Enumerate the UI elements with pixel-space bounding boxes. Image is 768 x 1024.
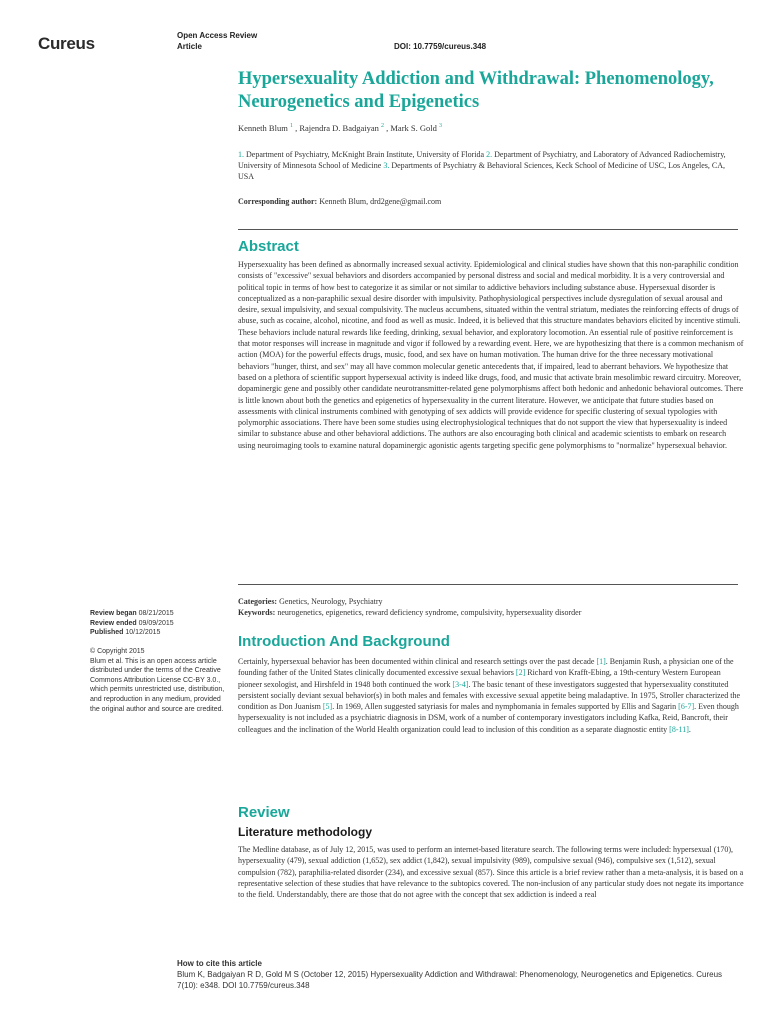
review-heading: Review bbox=[238, 804, 290, 821]
author-affil-number[interactable]: 2 bbox=[381, 123, 384, 130]
affil-text: Department of Psychiatry, and Laboratory of Advanced Radiochemistry, University of Minnesota School of Medicine bbox=[238, 150, 726, 171]
citation-link[interactable]: [2] bbox=[515, 668, 526, 678]
published-label: Published bbox=[90, 629, 124, 637]
author-name[interactable]: Mark S. Gold bbox=[390, 123, 437, 133]
citation-link[interactable]: [3-4] bbox=[452, 679, 469, 689]
categories-value[interactable]: Genetics, Neurology, Psychiatry bbox=[277, 597, 383, 606]
author-name[interactable]: Kenneth Blum bbox=[238, 123, 288, 133]
text-run: . The basic tenant of these investigators suggested that hypersexuality constituted persistent socially deviant sexual behavior(s) in both males and females with excessive sexual appetite being maladaptive. In 1975, Stroller characterized the condition as Don Juanism bbox=[238, 679, 741, 712]
affil-text: Department of Psychiatry, McKnight Brain Institute, University of Florida bbox=[244, 150, 487, 159]
methodology-subheading: Literature methodology bbox=[238, 825, 373, 839]
text-run: Certainly, hypersexual behavior has been documented within clinical and research settings over the past decade bbox=[238, 657, 597, 666]
journal-logo: Cureus bbox=[38, 34, 95, 53]
author-separator: , bbox=[384, 123, 391, 133]
citation-link[interactable]: [6-7] bbox=[678, 702, 695, 712]
review-ended-value: 09/09/2015 bbox=[136, 619, 174, 627]
affil-number: 3. bbox=[383, 161, 390, 171]
intro-text bbox=[238, 656, 744, 735]
categories-label: Categories: bbox=[238, 597, 278, 606]
copyright-line: © Copyright 2015 bbox=[90, 648, 145, 655]
methodology-text: The Medline database, as of July 12, 2015, was used to perform an internet-based literature search. The following terms were included: hypersexual (170), hypersexuality (479), sexual addiction (1,652), sex addict (1,842), sexual impulsivity (989), compulsive sexual (946), compulsive sex (1,512), sexual compulsion (782), paraphilia-related disorder (234), and excessive sexual (857). Since this article is a brief review rather than a meta-analysis, it is based on a representative selection of these studies that have relevance to the subtopics covered. The non-inclusion of any particular study does not negate its importance to the field. Understandably, there are those that do not agree with the concept that sex addiction is indeed a real bbox=[238, 845, 744, 900]
author-affil-number[interactable]: 1 bbox=[289, 123, 293, 130]
article-doi[interactable]: DOI: 10.7759/cureus.348 bbox=[394, 42, 487, 51]
citation-link[interactable]: [8-11] bbox=[669, 724, 689, 734]
citation-text: Blum K, Badgaiyan R D, Gold M S (October 12, 2015) Hypersexuality Addiction and Withdrawal: Phenomenology, Neurogenetics and Epigenetics. Cureus 7(10): e348. DOI 10.7759/cureus.348 bbox=[177, 970, 723, 990]
copyright-block bbox=[90, 647, 225, 714]
published-value: 10/12/2015 bbox=[123, 629, 161, 637]
corresponding-label: Corresponding author: bbox=[238, 197, 318, 206]
affiliations bbox=[238, 149, 738, 183]
license-text: Blum et al. This is an open access article distributed under the terms of the Creative Commons Attribution License CC-BY 3.0., which permits unrestricted use, distribution, and reproduction in any medium, provided the original author and source are credited. bbox=[90, 657, 225, 713]
review-began-label: Review began bbox=[90, 610, 137, 617]
keywords-value: neurogenetics, epigenetics, reward deficiency syndrome, compulsivity, hypersexuality disorder bbox=[275, 608, 582, 617]
divider bbox=[238, 229, 738, 230]
affil-text: Departments of Psychiatry & Behavioral Sciences, Keck School of Medicine of USC, Los Angeles, CA, USA bbox=[238, 161, 726, 182]
affil-number: 1. bbox=[238, 150, 244, 159]
review-ended-label: Review ended bbox=[90, 619, 137, 627]
review-ended bbox=[90, 619, 225, 629]
article-title: Hypersexuality Addiction and Withdrawal: Phenomenology, Neurogenetics and Epigenetics bbox=[238, 69, 714, 112]
citation-link[interactable]: [1] bbox=[596, 657, 606, 666]
author-separator: , bbox=[292, 123, 300, 133]
affil-number: 2. bbox=[486, 150, 493, 159]
intro-heading: Introduction And Background bbox=[238, 633, 450, 650]
review-dates bbox=[90, 609, 225, 638]
author-list bbox=[238, 123, 442, 133]
published-date bbox=[90, 628, 225, 638]
author-affil-number[interactable]: 3 bbox=[439, 123, 443, 130]
citation-footer bbox=[177, 958, 737, 991]
divider bbox=[238, 584, 738, 585]
corresponding-value[interactable]: Kenneth Blum, drd2gene@gmail.com bbox=[317, 197, 442, 206]
corresponding-author bbox=[238, 197, 441, 206]
author-name[interactable]: Rajendra D. Badgaiyan bbox=[299, 123, 379, 133]
citation-link[interactable]: [5] bbox=[322, 702, 333, 712]
article-type-line2: Article bbox=[177, 42, 202, 51]
citation-heading: How to cite this article bbox=[177, 959, 262, 968]
abstract-text: Hypersexuality has been defined as abnormally increased sexual activity. Epidemiological and clinical studies have shown that this non-paraphilic condition consists of "excessive" sexual behaviors and disorders accompanied by personal distress and social and medical morbidity. It is a very controversial and political topic in terms of how best to categorize it as similar or not similar to addictive behaviors including substance abuse. Hypersexual disorder is conceptualized as a non-paraphilic sexual desire disorder with impulsivity. Pathophysiological perspectives include dysregulation of sexual arousal and desire, sexual impulsivity, and sexual compulsivity. The nucleus accumbens, situated within the ventral striatum, mediates the reinforcing effects of drugs of abuse, such as cocaine, alcohol, nicotine, and food as well as music. Indeed, it is believed that this structure mandates behaviors elicited by incentive stimuli. These behaviors include natural rewards like feeding, drinking, sexual behavior, and exploratory locomotion. An essential rule of positive reinforcement is that motor responses will increase in magnitude and vigor if followed by a rewarding event. Here, we are hypothesizing that there is a common mechanism of action (MOA) for the powerful effects drugs, music, food, and sex have on human motivation. The human drive for the three necessary motivational behaviors "hunger, thirst, and sex" may all have common molecular genetic antecedents that, if impaired, lead to aberrant behaviors. We hypothesize that based on a plethora of scientific support hypersexual activity is indeed like drugs, food, and music that activate brain mesolimbic reward circuitry. Moreover, dopaminergic gene and possibly other candidate neurotransmitter-related gene polymorphisms affect both hedonic and anhedonic behavioral outcomes. There is little known about both the genetics and epigenetics of hypersexuality in the current literature. However, we anticipate that future studies based on assessments with clinical instruments combined with genotyping of sex addicts will provide evidence for specific clustering of sexual typologies with polymorphic associations. There have been some studies using electrophysiological techniques that do not support the view that hypersexuality is indeed similar to substance abuse and other behavioral addictions. The authors are also encouraging both clinical and academic scientists to embark on research using neuroimaging tools to examine natural dopaminergic agonistic agents targeting specific gene polymorphisms to "normalize" hypersexual behavior. bbox=[238, 260, 744, 450]
keywords bbox=[238, 608, 581, 617]
text-run: . bbox=[688, 724, 691, 734]
review-began bbox=[90, 609, 225, 619]
keywords-label: Keywords: bbox=[238, 608, 276, 617]
text-run: . Benjamin Rush, a physician one of the founding father of the United States clinically documented excessive sexual behaviors bbox=[238, 657, 734, 678]
abstract-heading: Abstract bbox=[238, 238, 299, 255]
categories bbox=[238, 597, 383, 606]
review-began-value: 08/21/2015 bbox=[136, 610, 174, 617]
text-run: . Even though hypersexuality is not included as a psychiatric diagnosis in DSM, work of a number of contemporary investigators including Kafka, Reid, Bancroft, their colleagues and the inclination of the World Health organization could lead to inclusion of this condition as a separate diagnostic entity bbox=[238, 702, 739, 734]
text-run: Richard von Krafft-Ebing, a 19th-century Western European pioneer sexologist, and Hirshfeld in 1948 both continued the work bbox=[238, 668, 721, 689]
article-type-line1: Open Access Review bbox=[177, 31, 258, 40]
text-run: . In 1969, Allen suggested satyriasis for males and nymphomania in females supported by Ellis and Sagarin bbox=[332, 702, 679, 712]
